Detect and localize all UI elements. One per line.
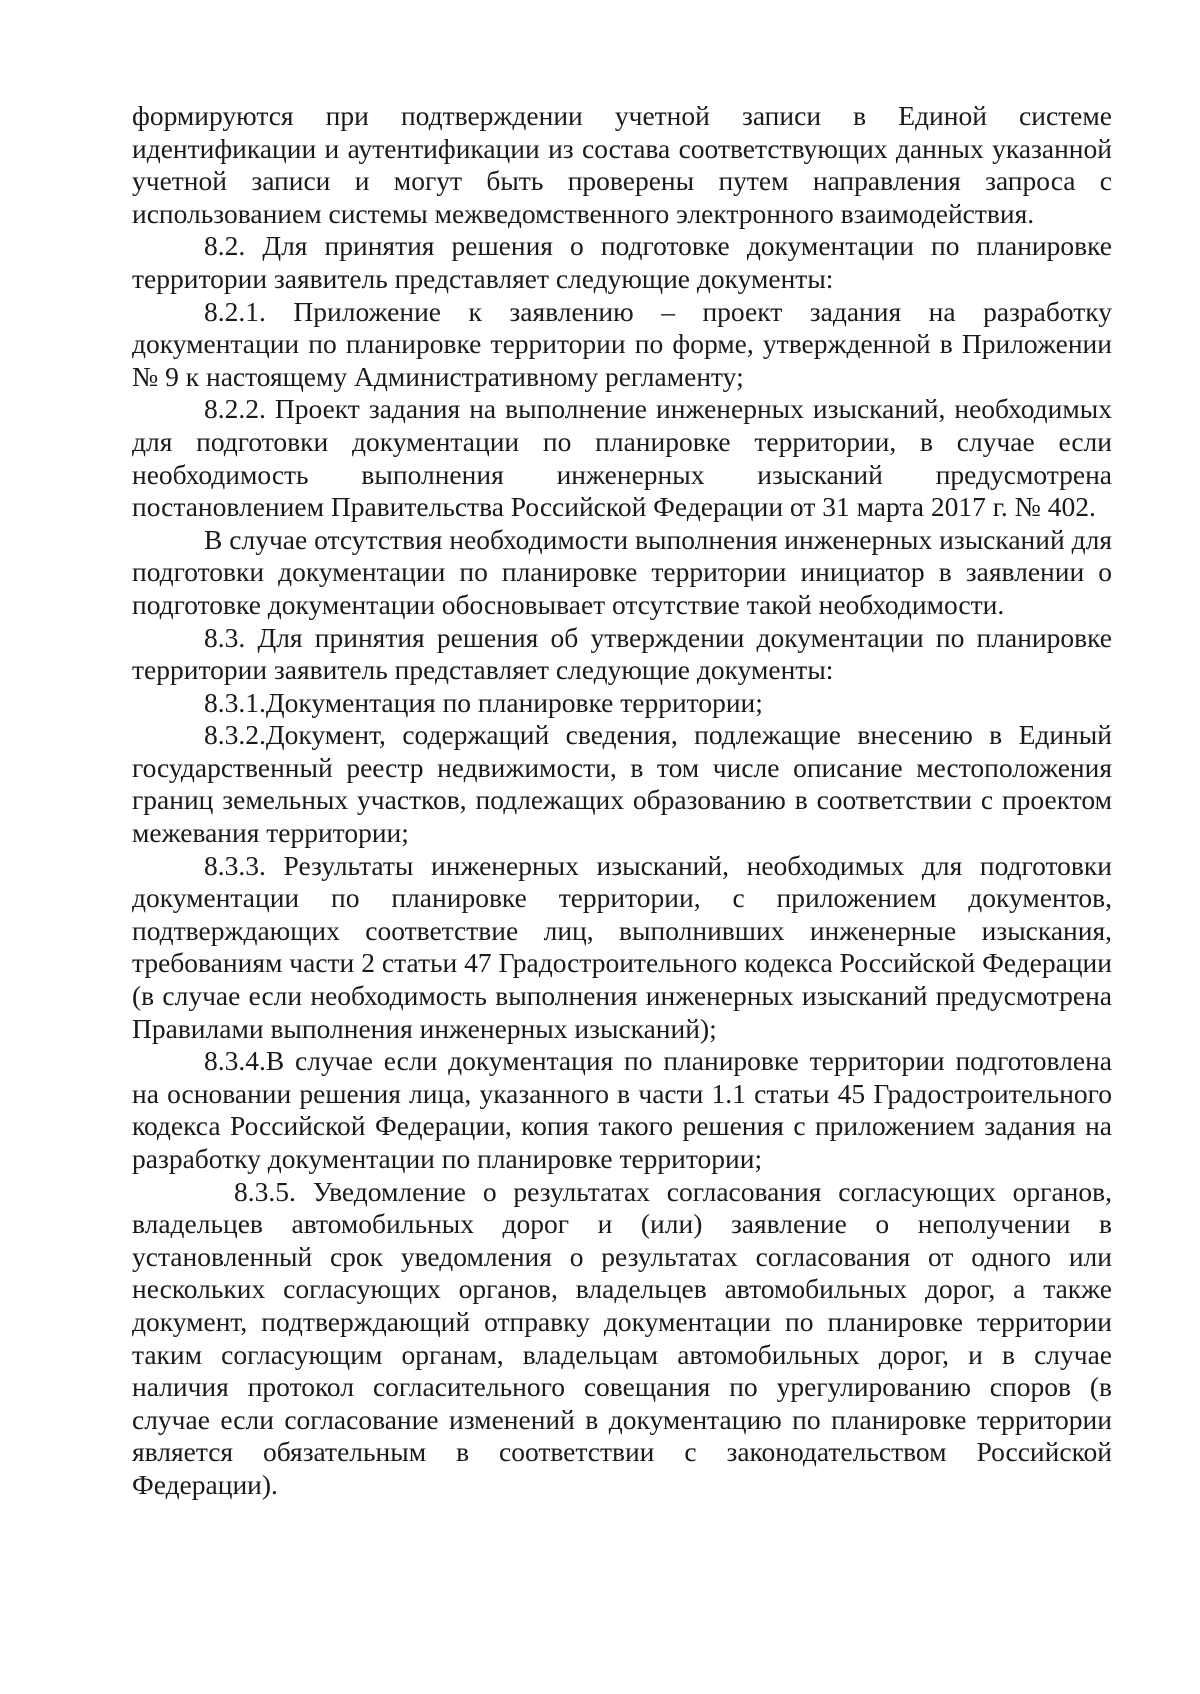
paragraph-8-2: 8.2. Для принятия решения о подготовке документации по планировке территории заявитель представляет следующие документы:: [132, 230, 1112, 294]
paragraph-continuation: формируются при подтверждении учетной записи в Единой системе идентификации и аутентификации из состава соответствующих данных указанной учетной записи и могут быть проверены путем направления запроса с использованием системы межведомственного электронного взаимодействия.: [132, 100, 1112, 229]
paragraph-8-3-4: 8.3.4.В случае если документация по планировке территории подготовлена на основании решения лица, указанного в части 1.1 статьи 45 Градостроительного кодекса Российской Федерации, копия такого решения с приложением задания на разработку документации по планировке территории;: [132, 1045, 1112, 1174]
paragraph-8-3-5: 8.3.5. Уведомление о результатах согласования согласующих органов, владельцев автомобильных дорог и (или) заявление о неполучении в установленный срок уведомления о результатах согласования от одного или нескольких согласующих органов, владельцев автомобильных дорог, а также документ, подтверждающий отправку документации по планировке территории таким согласующим органам, владельцам автомобильных дорог, и в случае наличия протокол согласительного совещания по урегулированию споров (в случае если согласование изменений в документацию по планировке территории является обязательным в соответствии с законодательством Российской Федерации).: [132, 1175, 1112, 1500]
paragraph-8-3-2: 8.3.2.Документ, содержащий сведения, подлежащие внесению в Единый государственный реестр недвижимости, в том числе описание местоположения границ земельных участков, подлежащих образованию в соответствии с проектом межевания территории;: [132, 719, 1112, 849]
paragraph-8-3-1: 8.3.1.Документация по планировке территории;: [204, 686, 763, 718]
paragraph-8-2-1: 8.2.1. Приложение к заявлению – проект задания на разработку документации по планировке территории по форме, утвержденной в Приложении № 9 к настоящему Административному регламенту;: [132, 295, 1112, 392]
paragraph-8-3: 8.3. Для принятия решения об утверждении документации по планировке территории заявитель представляет следующие документы:: [132, 621, 1112, 686]
document-body: [132, 100, 1112, 1502]
paragraph-8-2-2: 8.2.2. Проект задания на выполнение инженерных изысканий, необходимых для подготовки документации по планировке территории, в случае если необходимость выполнения инженерных изысканий предусмотрена постановлением Правительства Российской Федерации от 31 марта 2017 г. № 402.: [132, 393, 1112, 523]
paragraph-no-surveys: В случае отсутствия необходимости выполнения инженерных изысканий для подготовки документации по планировке территории инициатор в заявлении о подготовке документации обосновывает отсутствие такой необходимости.: [132, 523, 1112, 620]
paragraph-8-3-3: 8.3.3. Результаты инженерных изысканий, необходимых для подготовки документации по планировке территории, с приложением документов, подтверждающих соответствие лиц, выполнивших инженерные изыскания, требованиям части 2 статьи 47 Градостроительного кодекса Российской Федерации (в случае если необходимость выполнения инженерных изысканий предусмотрена Правилами выполнения инженерных изысканий);: [132, 849, 1112, 1044]
